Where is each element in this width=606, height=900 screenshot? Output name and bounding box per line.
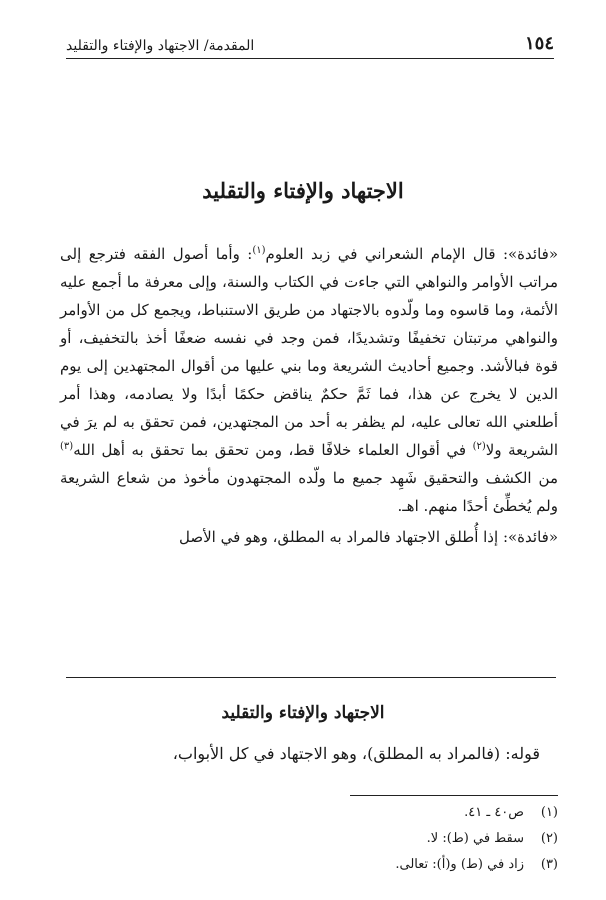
paragraph-1-text-d: من الكشف والتحقيق شَهِد جميع ما ولّده المجتهدون مأخوذ من شعاع الشريعة ولم يُخطِّئ أحدًا منهم. اهـ. bbox=[60, 469, 558, 515]
footnote-number: (١) bbox=[540, 805, 558, 820]
footnote-item bbox=[200, 852, 558, 878]
section-title: الاجتهاد والإفتاء والتقليد bbox=[202, 178, 404, 203]
paragraph-2 bbox=[60, 523, 558, 551]
footnote-text: زاد في (ط) و(أ): تعالى. bbox=[395, 857, 524, 872]
separator-rule bbox=[66, 677, 556, 678]
running-title: المقدمة/ الاجتهاد والإفتاء والتقليد bbox=[66, 38, 255, 54]
paragraph-1-text-a: قال الإمام الشعراني في زبد العلوم bbox=[265, 245, 503, 263]
faida-label: «فائدة»: bbox=[502, 245, 559, 263]
page-number: ١٥٤ bbox=[524, 33, 554, 54]
footnote-number: (٢) bbox=[540, 831, 558, 846]
footnote-ref-3[interactable]: (٣) bbox=[60, 441, 74, 452]
commentary-text: قوله: (فالمراد به المطلق)، وهو الاجتهاد في كل الأبواب، bbox=[172, 744, 540, 763]
footnote-item bbox=[200, 826, 558, 852]
commentary-title: الاجتهاد والإفتاء والتقليد bbox=[221, 703, 385, 723]
footnotes-list bbox=[200, 800, 558, 878]
paragraph-1-text-b: : وأما أصول الفقه فترجع إلى مراتب الأوامر والنواهي التي جاءت في الكتاب والسنة، وإلى معرفة ما أجمع عليه الأئمة، وما قاسوه وما ولّدوه بالاجتهاد من طريق الاستنباط، ويجمع كل من الأوامر والنواهي مرتبتان تخفيفًا وتشديدًا، فمن وجد في نفسه ضعفًا أخذ بالتخفيف، أو قوة فبالأشد. وجميع أحاديث الشريعة وما بني عليها من أقوال المجتهدين إلى يوم الدين لا يخرج عن هذا، فما ثَمَّ حكمٌ يناقض حكمًا أبدًا ولا يصادمه، وهذا أمر أطلعني الله تعالى عليه، لم يظفر به أحد من المجتهدين، فمن تحقق به لم يرَ في الشريعة ولا bbox=[60, 245, 558, 459]
footnote-ref-1[interactable]: (١) bbox=[252, 245, 266, 256]
faida-label: «فائدة»: bbox=[502, 528, 558, 546]
main-text bbox=[60, 240, 558, 551]
footnote-number: (٣) bbox=[540, 857, 558, 872]
paragraph-2-text: إذا أُطلق الاجتهاد فالمراد به المطلق، وهو في الأصل bbox=[178, 528, 503, 546]
footnote-text: سقط في (ط): لا. bbox=[426, 831, 524, 846]
footnote-item bbox=[200, 800, 558, 826]
running-header bbox=[66, 30, 554, 59]
footnote-ref-2[interactable]: (٢) bbox=[472, 441, 486, 452]
footnote-separator bbox=[350, 795, 558, 796]
paragraph-1 bbox=[60, 240, 558, 520]
footnote-text: ص٤٠ ـ ٤١. bbox=[464, 805, 524, 820]
paragraph-1-text-c: في أقوال العلماء خلافًا قط، ومن تحقق بما تحقق به أهل الله bbox=[73, 441, 473, 459]
